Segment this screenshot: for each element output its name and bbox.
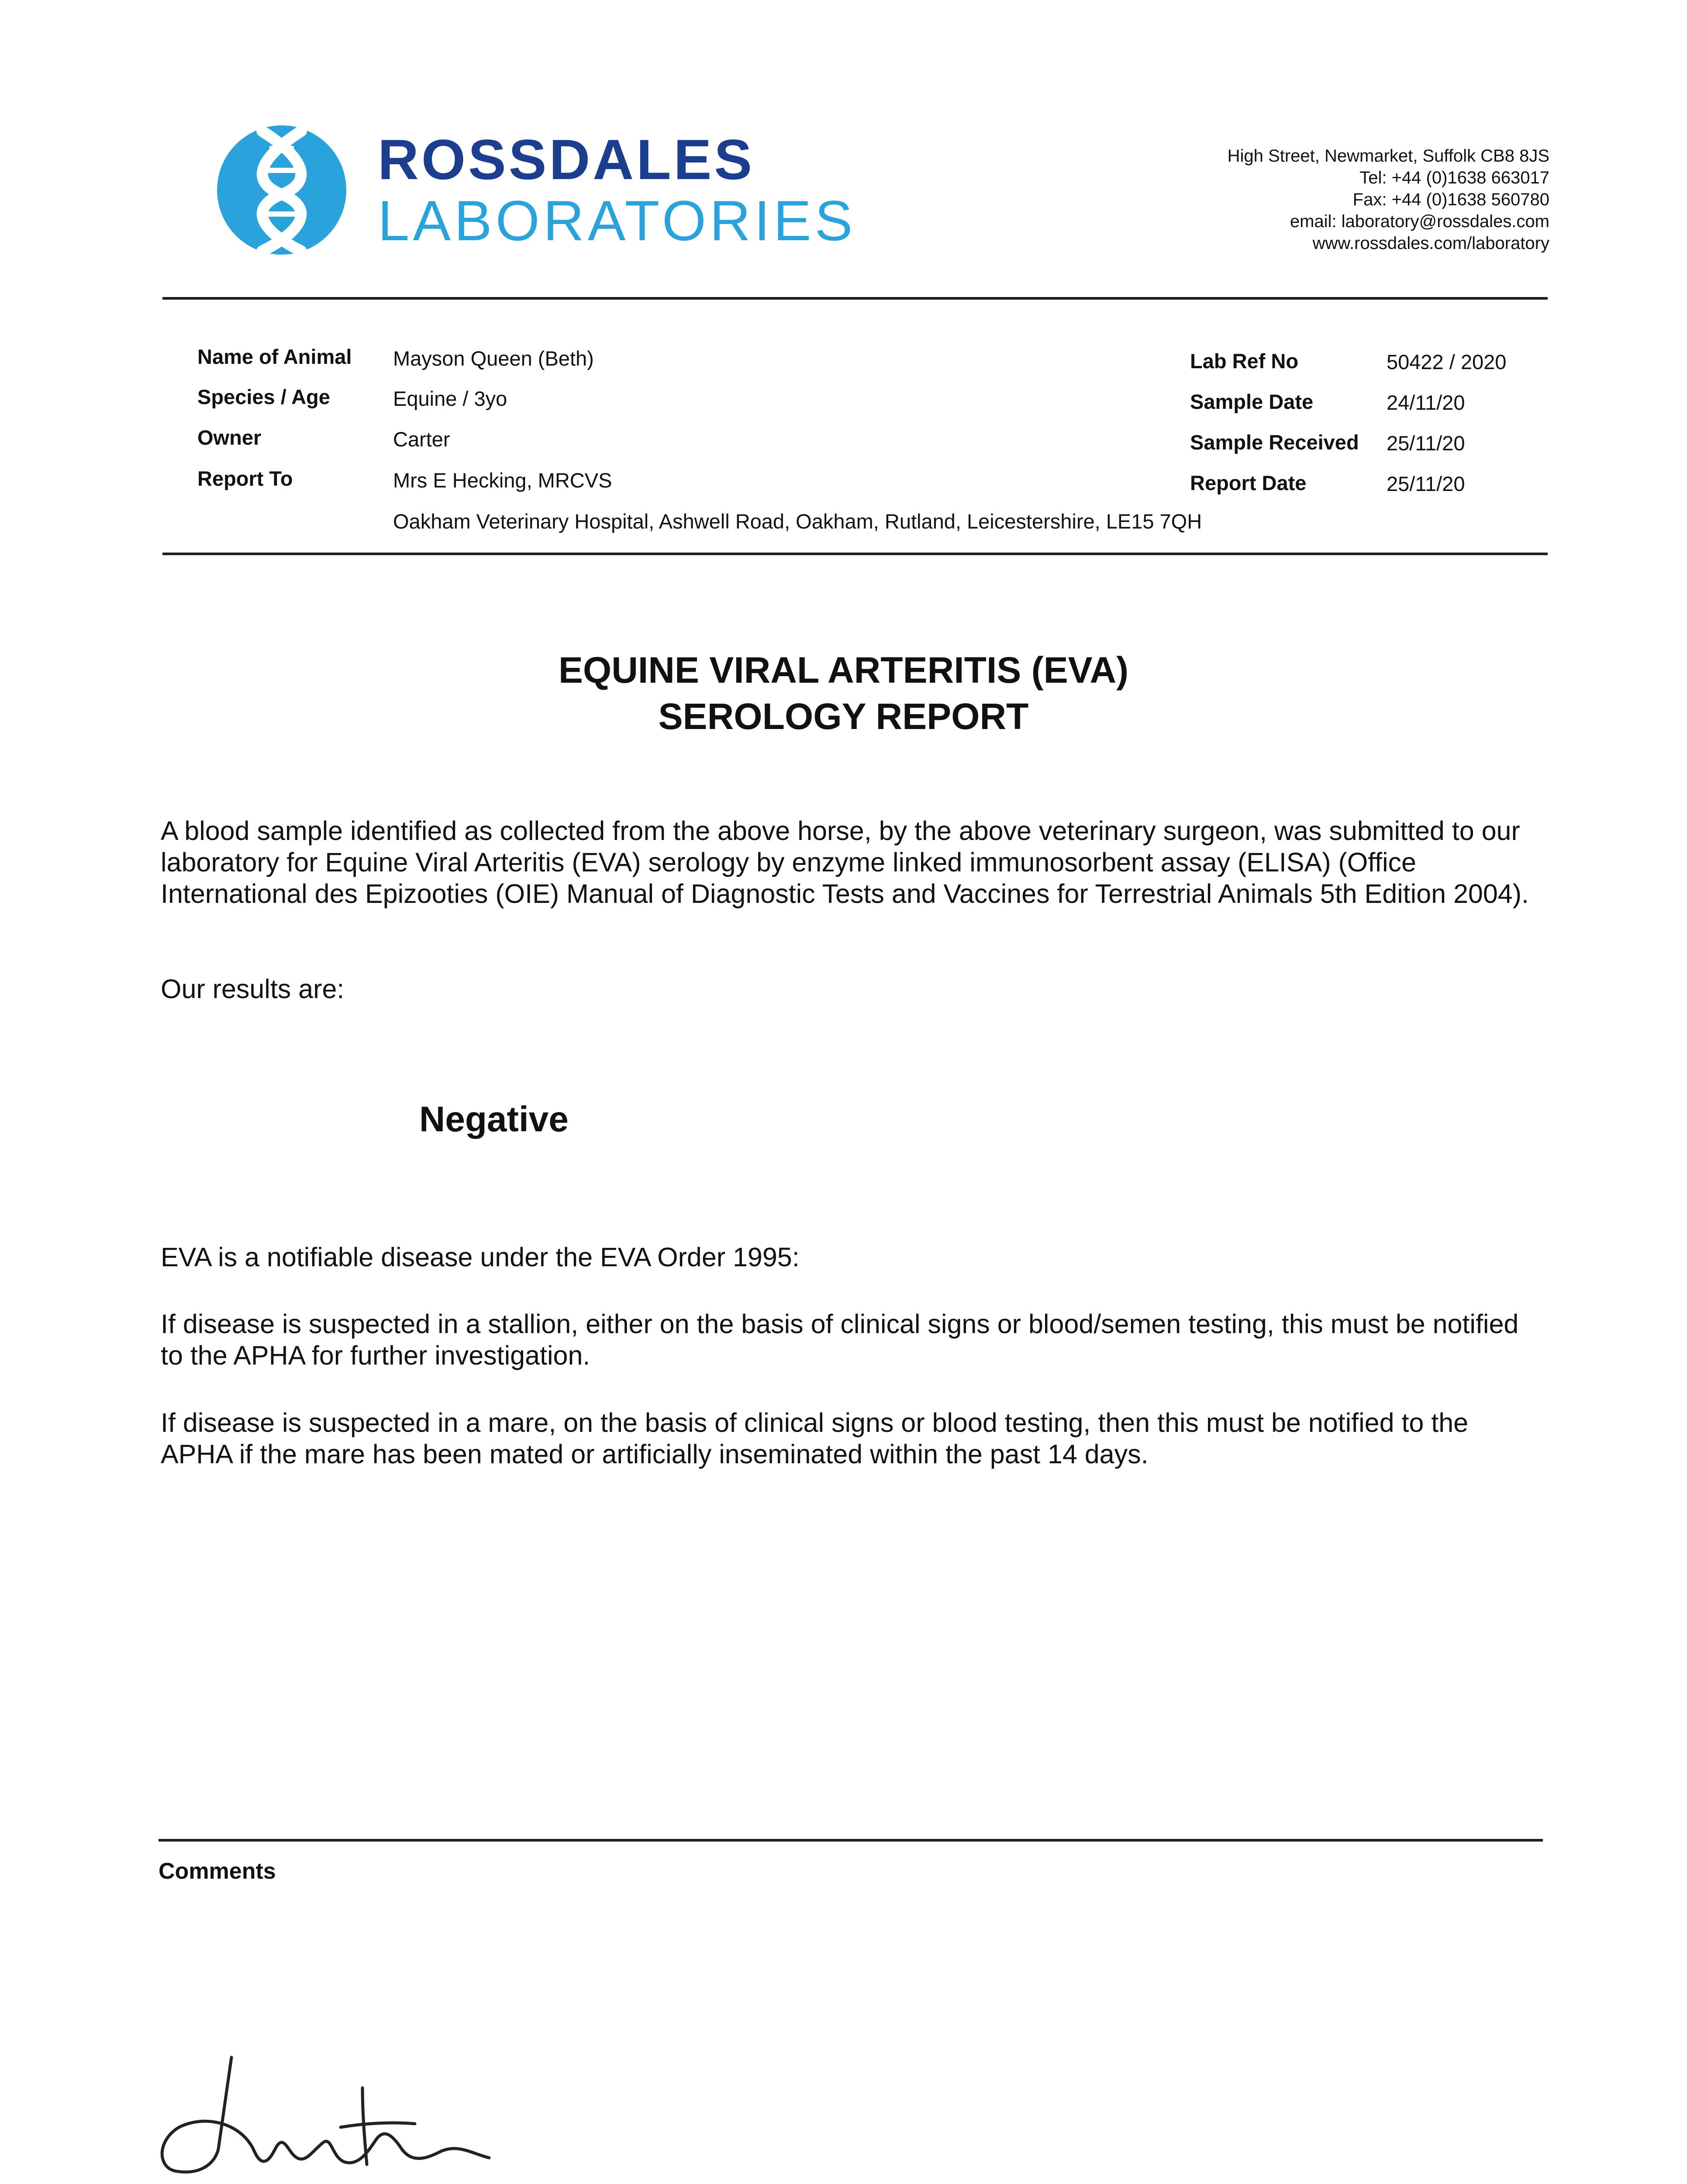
comments-label: Comments — [159, 1859, 276, 1884]
test-result: Negative — [419, 1099, 569, 1139]
name-label: Name of Animal — [197, 345, 352, 368]
report-to-label: Report To — [197, 467, 293, 490]
email-line: email: laboratory@rossdales.com — [1290, 212, 1549, 231]
address-line: High Street, Newmarket, Suffolk CB8 8JS — [1227, 146, 1549, 166]
stallion-note: If disease is suspected in a stallion, either on the basis of clinical signs or blood/semen testing, this must be notified to the APHA for further investigation. — [161, 1309, 1519, 1370]
species-label: Species / Age — [197, 385, 330, 408]
report-title-line2: SEROLOGY REPORT — [658, 696, 1029, 737]
report-to-address: Oakham Veterinary Hospital, Ashwell Road, Oakham, Rutland, Leicestershire, LE15 7QH — [393, 510, 1202, 533]
owner-label: Owner — [197, 426, 262, 449]
details-divider — [162, 553, 1548, 555]
results-intro: Our results are: — [161, 974, 345, 1004]
lab-ref-label: Lab Ref No — [1190, 349, 1299, 373]
owner-value: Carter — [393, 428, 450, 451]
report-date-value: 25/11/20 — [1387, 472, 1465, 495]
address-block — [1228, 145, 1549, 254]
logo-text-laboratories: LABORATORIES — [378, 189, 856, 252]
name-value: Mayson Queen (Beth) — [393, 347, 594, 370]
notifiable-statement: EVA is a notifiable disease under the EVA Order 1995: — [161, 1242, 800, 1272]
intro-paragraph: A blood sample identified as collected from the above horse, by the above veterinary surgeon, was submitted to our laboratory for Equine Viral Arteritis (EVA) serology by enzyme linked immunosorbent assay (ELISA) (Office International des Epizooties (OIE) Manual of Diagnostic Tests and Vaccines for Terrestrial Animals 5th Edition 2004). — [161, 816, 1529, 909]
species-value: Equine / 3yo — [393, 387, 507, 410]
fax-line: Fax: +44 (0)1638 560780 — [1352, 190, 1549, 209]
sample-received-value: 25/11/20 — [1387, 432, 1465, 455]
header-divider — [162, 297, 1548, 300]
report-date-label: Report Date — [1190, 471, 1307, 494]
mare-note: If disease is suspected in a mare, on the basis of clinical signs or blood testing, then this must be notified to the APHA if the mare has been mated or artificially inseminated within the past 14 days. — [161, 1408, 1469, 1469]
dna-helix-icon — [216, 122, 347, 258]
report-to-value: Mrs E Hecking, MRCVS — [393, 469, 612, 492]
logo-text-rossdales: ROSSDALES — [378, 128, 755, 191]
phone-line: Tel: +44 (0)1638 663017 — [1359, 168, 1549, 187]
comments-divider — [159, 1839, 1543, 1842]
signature — [157, 2049, 533, 2184]
sample-date-value: 24/11/20 — [1387, 391, 1465, 414]
sample-received-label: Sample Received — [1190, 431, 1359, 454]
lab-ref-value: 50422 / 2020 — [1387, 350, 1507, 373]
website-line: www.rossdales.com/laboratory — [1312, 234, 1549, 253]
sample-date-label: Sample Date — [1190, 390, 1314, 413]
report-title-line1: EQUINE VIRAL ARTERITIS (EVA) — [558, 650, 1129, 691]
